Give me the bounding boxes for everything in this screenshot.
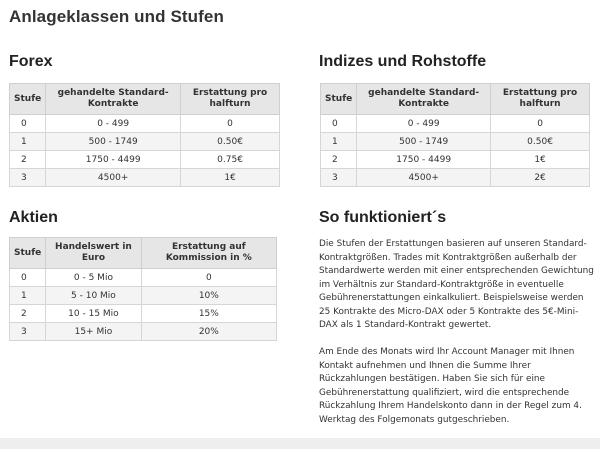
refund-cell: 2€ xyxy=(491,169,590,187)
refund-cell: 0.50€ xyxy=(491,133,590,151)
table-header-row xyxy=(10,238,277,269)
refund-cell: 0.50€ xyxy=(181,133,280,151)
range-cell: 5 - 10 Mio xyxy=(46,287,141,305)
column-header: Stufe xyxy=(321,84,357,115)
range-cell: 0 - 499 xyxy=(357,115,491,133)
table-row xyxy=(321,169,590,187)
column-header: gehandelte Standard-Kontrakte xyxy=(46,84,181,115)
stufe-cell: 1 xyxy=(321,133,357,151)
stufe-cell: 2 xyxy=(10,151,46,169)
table-header-row xyxy=(321,84,590,115)
range-cell: 4500+ xyxy=(357,169,491,187)
stufe-cell: 1 xyxy=(10,287,46,305)
refund-cell: 1€ xyxy=(181,169,280,187)
stufe-cell: 3 xyxy=(321,169,357,187)
refund-cell: 0 xyxy=(181,115,280,133)
range-cell: 1750 - 4499 xyxy=(46,151,181,169)
stufe-cell: 3 xyxy=(10,323,46,341)
column-header: Erstattung pro halfturn xyxy=(181,84,280,115)
range-cell: 1750 - 4499 xyxy=(357,151,491,169)
table-row xyxy=(10,133,280,151)
refund-cell: 0 xyxy=(141,269,276,287)
range-cell: 15+ Mio xyxy=(46,323,141,341)
indizes-table xyxy=(320,83,590,187)
aktien-title: Aktien xyxy=(9,209,58,226)
stufe-cell: 0 xyxy=(10,269,46,287)
table-row xyxy=(321,151,590,169)
stufe-cell: 0 xyxy=(321,115,357,133)
forex-title: Forex xyxy=(9,53,53,70)
range-cell: 0 - 5 Mio xyxy=(46,269,141,287)
range-cell: 500 - 1749 xyxy=(357,133,491,151)
range-cell: 10 - 15 Mio xyxy=(46,305,141,323)
refund-cell: 1€ xyxy=(491,151,590,169)
table-row xyxy=(10,287,277,305)
column-header: Stufe xyxy=(10,238,46,269)
footer-bar xyxy=(0,438,600,449)
column-header: gehandelte Standard-Kontrakte xyxy=(357,84,491,115)
column-header: Stufe xyxy=(10,84,46,115)
stufe-cell: 3 xyxy=(10,169,46,187)
table-row xyxy=(10,169,280,187)
stufe-cell: 0 xyxy=(10,115,46,133)
table-header-row xyxy=(10,84,280,115)
range-cell: 4500+ xyxy=(46,169,181,187)
refund-cell: 15% xyxy=(141,305,276,323)
stufe-cell: 2 xyxy=(10,305,46,323)
table-row xyxy=(321,133,590,151)
range-cell: 0 - 499 xyxy=(46,115,181,133)
range-cell: 500 - 1749 xyxy=(46,133,181,151)
indizes-title: Indizes und Rohstoffe xyxy=(319,53,487,70)
table-row xyxy=(10,115,280,133)
refund-cell: 20% xyxy=(141,323,276,341)
stufe-cell: 2 xyxy=(321,151,357,169)
refund-cell: 0 xyxy=(491,115,590,133)
page-title: Anlageklassen und Stufen xyxy=(9,7,224,26)
forex-table xyxy=(9,83,280,187)
refund-cell: 0.75€ xyxy=(181,151,280,169)
refund-cell: 10% xyxy=(141,287,276,305)
so-funktioniert-title: So funktioniert´s xyxy=(319,209,447,226)
stufe-cell: 1 xyxy=(10,133,46,151)
aktien-table xyxy=(9,237,277,341)
column-header: Erstattung auf Kommission in % xyxy=(141,238,276,269)
table-row xyxy=(321,115,590,133)
explanation-paragraph-2: Am Ende des Monats wird Ihr Account Manager mit Ihnen Kontakt aufnehmen und Ihnen die Summe Ihrer Rückzahlungen bestätigen. Haben Sie sich für eine Gebührenerstattung qualifiziert, wird die entsprechende Rückzahlung Ihrem Handelskonto dann in der Regel zum 4. Werktag des Folgemonats gutgeschrieben. xyxy=(319,347,582,425)
table-row xyxy=(10,305,277,323)
table-row xyxy=(10,269,277,287)
table-row xyxy=(10,323,277,341)
column-header: Erstattung pro halfturn xyxy=(491,84,590,115)
explanation-paragraph-1: Die Stufen der Erstattungen basieren auf unseren Standard-Kontraktgrößen. Trades mit Kontraktgrößen außerhalb der Standardwerte werden mit einer entsprechenden Gewichtung im Verhältnis zur Standard-Kontraktgröße in eventuelle Gebührenerstattungen einkalkuliert. Beispielsweise werden 25 Kontrakte des Micro-DAX oder 5 Kontrakte des 5€-Mini-DAX als 1 Standard-Kontrakt gewertet. xyxy=(319,239,594,330)
column-header: Handelswert in Euro xyxy=(46,238,141,269)
table-row xyxy=(10,151,280,169)
